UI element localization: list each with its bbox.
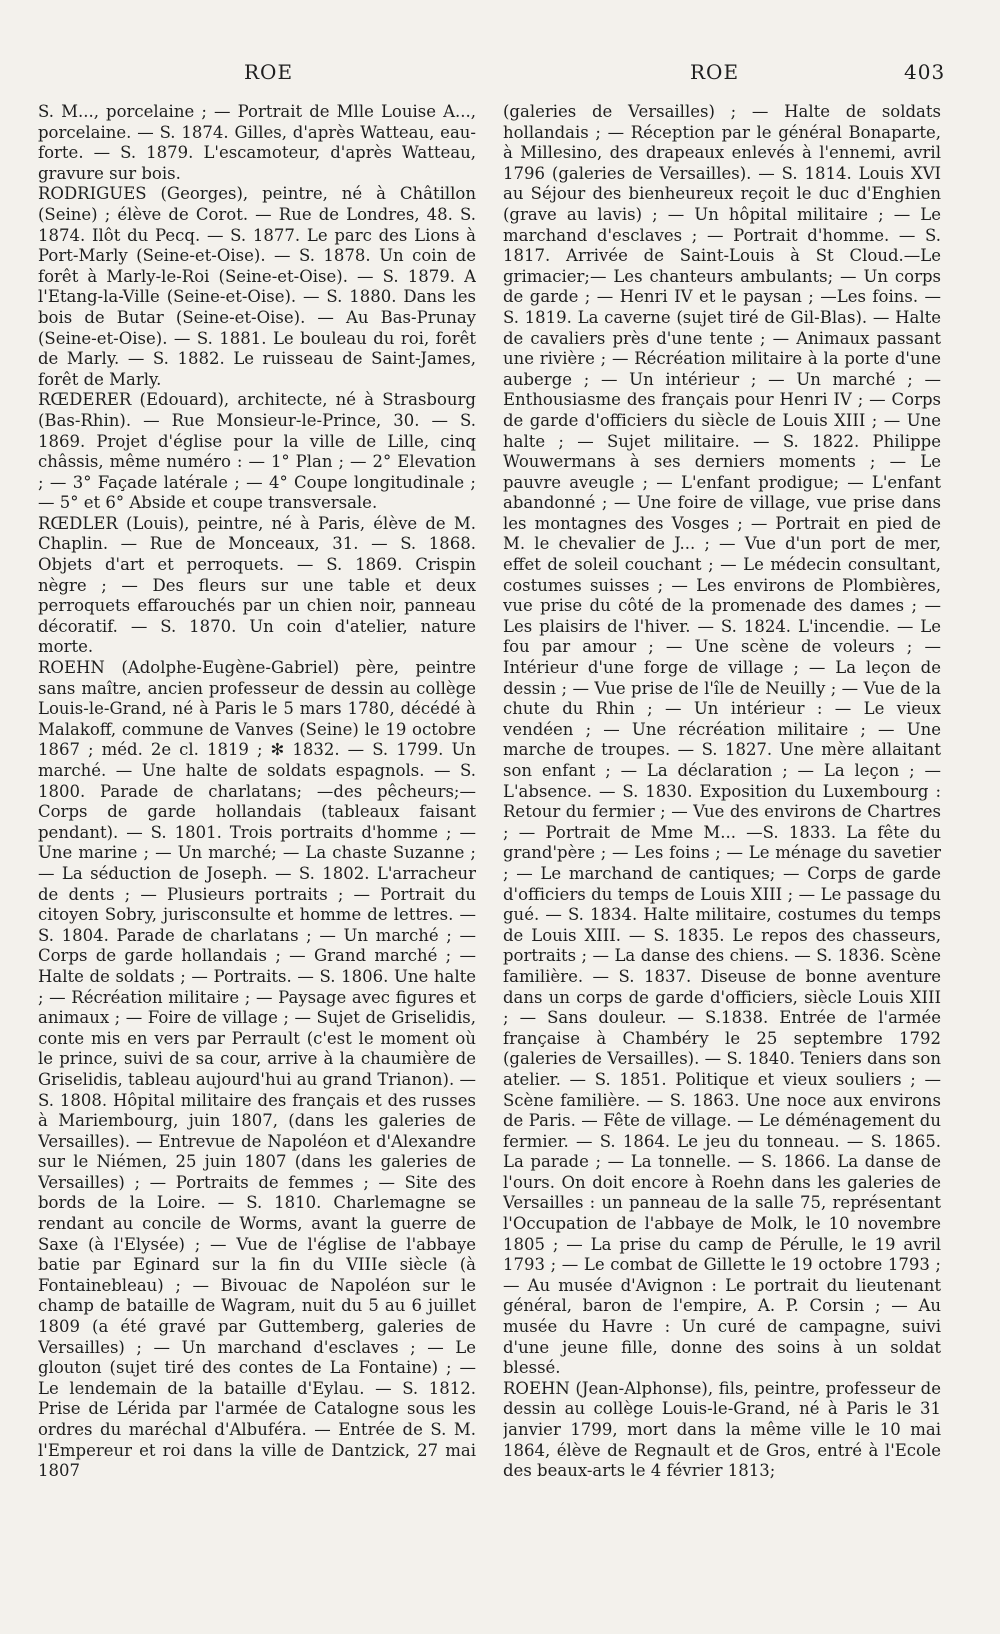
entry-paragraph: RŒDLER (Louis), peintre, né à Paris, élève de M. Chaplin. — Rue de Monceaux, 31. — S. 1868. Objets d'art et perroquets. — S. 1869. Crispin nègre ; — Des fleurs sur une table et deux perroquets effarouchés par un chien noir, panneau décoratif. — S. 1870. Un coin d'atelier, nature morte. xyxy=(38,513,476,657)
right-column xyxy=(503,102,941,1602)
entry-paragraph: S. M..., porcelaine ; — Portrait de Mlle Louise A..., porcelaine. — S. 1874. Gilles, d'après Watteau, eau-forte. — S. 1879. L'escamoteur, d'après Watteau, gravure sur bois. xyxy=(38,102,476,183)
entry-paragraph: RODRIGUES (Georges), peintre, né à Châtillon (Seine) ; élève de Corot. — Rue de Londres, 48. S. 1874. Ilôt du Pecq. — S. 1877. Le parc des Lions à Port-Marly (Seine-et-Oise). — S. 1878. Un coin de forêt à Marly-le-Roi (Seine-et-Oise). — S. 1879. A l'Etang-la-Ville (Seine-et-Oise). — S. 1880. Dans les bois de Butar (Seine-et-Oise). — Au Bas-Prunay (Seine-et-Oise). — S. 1881. Le bouleau du roi, forêt de Marly. — S. 1882. Le ruisseau de Saint-James, forêt de Marly. xyxy=(38,184,476,389)
entry-paragraph: ROEHN (Jean-Alphonse), fils, peintre, professeur de dessin au collège Louis-le-Grand, né à Paris le 31 janvier 1799, mort dans la même ville le 10 mai 1864, élève de Regnault et de Gros, entré à l'Ecole des beaux-arts le 4 février 1813; xyxy=(503,1378,941,1481)
entry-paragraph: RŒDERER (Edouard), architecte, né à Strasbourg (Bas-Rhin). — Rue Monsieur-le-Prince, 30. — S. 1869. Projet d'église pour la ville de Lille, cinq châssis, même numéro : — 1° Plan ; — 2° Elevation ; — 3° Façade latérale ; — 4° Coupe longitudinale ; — 5° et 6° Abside et coupe transversale. xyxy=(38,390,476,513)
entry-paragraph: ROEHN (Adolphe-Eugène-Gabriel) père, peintre sans maître, ancien professeur de dessin au collège Louis-le-Grand, né à Paris le 5 mars 1780, décédé à Malakoff, commune de Vanves (Seine) le 19 octobre 1867 ; méd. 2e cl. 1819 ; ✻ 1832. — S. 1799. Un marché. — Une halte de soldats espagnols. — S. 1800. Parade de charlatans; —des pêcheurs;— Corps de garde hollandais (tableaux faisant pendant). — S. 1801. Trois portraits d'homme ; — Une marine ; — Un marché; — La chaste Suzanne ; — La séduction de Joseph. — S. 1802. L'arracheur de dents ; — Plusieurs portraits ; — Portrait du citoyen Sobry, jurisconsulte et homme de lettres. — S. 1804. Parade de charlatans ; — Un marché ; — Corps de garde hollandais ; — Grand marché ; — Halte de soldats ; — Portraits. — S. 1806. Une halte ; — Récréation militaire ; — Paysage avec figures et animaux ; — Foire de village ; — Sujet de Griselidis, conte mis en vers par Perrault (c'est le moment où le prince, suivi de sa cour, arrive à la chaumière de Griselidis, tableau aujourd'hui au grand Trianon). — S. 1808. Hôpital militaire des français et des russes à Mariembourg, juin 1807, (dans les galeries de Versailles). — Entrevue de Napoléon et d'Alexandre sur le Niémen, 25 juin 1807 (dans les galeries de Versailles) ; — Portraits de femmes ; — Site des bords de la Loire. — S. 1810. Charlemagne se rendant au concile de Worms, avant la guerre de Saxe (à l'Elysée) ; — Vue de l'église de l'abbaye batie par Eginard sur la fin du VIIIe siècle (à Fontainebleau) ; — Bivouac de Napoléon sur le champ de bataille de Wagram, nuit du 5 au 6 juillet 1809 (a été gravé par Guttemberg, galeries de Versailles) ; — Un marchand d'esclaves ; — Le glouton (sujet tiré des contes de La Fontaine) ; — Le lendemain de la bataille d'Eylau. — S. 1812. Prise de Lérida par l'armée de Catalogne sous les ordres du maréchal d'Albuféra. — Entrée de S. M. l'Empereur et roi dans la ville de Dantzick, 27 mai 1807 xyxy=(38,658,476,1481)
header-right-title: ROE xyxy=(690,60,740,84)
entry-paragraph: (galeries de Versailles) ; — Halte de soldats hollandais ; — Réception par le général Bonaparte, à Millesino, des drapeaux enlevés à l'ennemi, avril 1796 (galeries de Versailles). — S. 1814. Louis XVI au Séjour des bienheureux reçoit le duc d'Enghien (grave au lavis) ; — Un hôpital militaire ; — Le marchand d'esclaves ; — Portrait d'homme. — S. 1817. Arrivée de Saint-Louis à St Cloud.—Le grimacier;— Les chanteurs ambulants; — Un corps de garde ; — Henri IV et le paysan ; —Les foins. —S. 1819. La caverne (sujet tiré de Gil-Blas). — Halte de cavaliers près d'une tente ; — Animaux passant une rivière ; — Récréation militaire à la porte d'une auberge ; — Un intérieur ; — Un marché ; — Enthousiasme des français pour Henri IV ; — Corps de garde d'officiers du siècle de Louis XIII ; — Une halte ; — Sujet militaire. — S. 1822. Philippe Wouwermans à ses derniers moments ; — Le pauvre aveugle ; — L'enfant prodigue; — L'enfant abandonné ; — Une foire de village, vue prise dans les montagnes des Vosges ; — Portrait en pied de M. le chevalier de J... ; — Vue d'un port de mer, effet de soleil couchant ; — Le médecin consultant, costumes suisses ; — Les environs de Plombières, vue prise du côté de la promenade des dames ; — Les plaisirs de l'hiver. — S. 1824. L'incendie. — Le fou par amour ; — Une scène de voleurs ; — Intérieur d'une forge de village ; — La leçon de dessin ; — Vue prise de l'île de Neuilly ; — Vue de la chute du Rhin ; — Un intérieur : — Le vieux vendéen ; — Une récréation militaire ; — Une marche de troupes. — S. 1827. Une mère allaitant son enfant ; — La déclaration ; — La leçon ; — L'absence. — S. 1830. Exposition du Luxembourg : Retour du fermier ; — Vue des environs de Chartres ; — Portrait de Mme M... —S. 1833. La fête du grand'père ; — Les foins ; — Le ménage du savetier ; — Le marchand de cantiques; — Corps de garde d'officiers du temps de Louis XIII ; — Le passage du gué. — S. 1834. Halte militaire, costumes du temps de Louis XIII. — S. 1835. Le repos des chasseurs, portraits ; — La danse des chiens. — S. 1836. Scène familière. — S. 1837. Diseuse de bonne aventure dans un corps de garde d'officiers, siècle Louis XIII ; — Sans douleur. — S.1838. Entrée de l'armée française à Chambéry le 25 septembre 1792 (galeries de Versailles). — S. 1840. Teniers dans son atelier. — S. 1851. Politique et vieux souliers ; — Scène familière. — S. 1863. Une noce aux environs de Paris. — Fête de village. — Le déménagement du fermier. — S. 1864. Le jeu du tonneau. — S. 1865. La parade ; — La tonnelle. — S. 1866. La danse de l'ours. On doit encore à Roehn dans les galeries de Versailles : un panneau de la salle 75, représentant l'Occupation de l'abbaye de Molk, le 10 novembre 1805 ; — La prise du camp de Pérulle, le 19 avril 1793 ; — Le combat de Gillette le 19 octobre 1793 ; — Au musée d'Avignon : Le portrait du lieutenant général, baron de l'empire, A. P. Corsin ; — Au musée du Havre : Un curé de campagne, suivi d'une jeune fille, donne des soins à un soldat blessé. xyxy=(503,102,941,1378)
header-left-title: ROE xyxy=(244,60,294,84)
page-number: 403 xyxy=(904,60,946,84)
left-column xyxy=(38,102,476,1602)
running-header xyxy=(0,60,1000,90)
